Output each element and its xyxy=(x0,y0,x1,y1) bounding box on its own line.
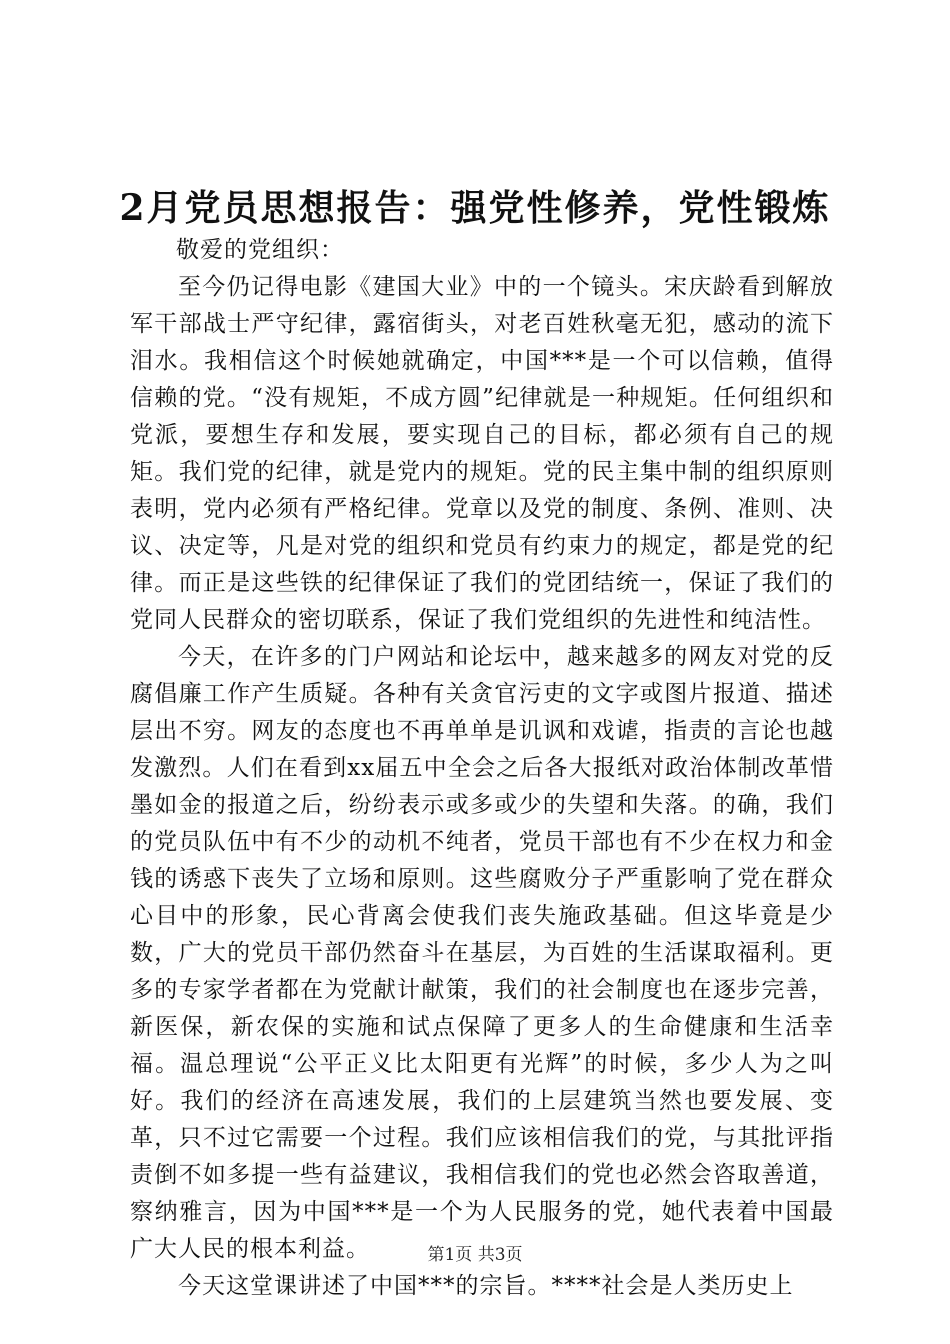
document-body xyxy=(130,232,834,1305)
page-number-footer: 第1页 共3页 xyxy=(427,1245,523,1265)
body-paragraph: 今天，在许多的门户网站和论坛中，越来越多的网友对党的反腐倡廉工作产生质疑。各种有关贪官污吏的文字或图片报道、描述层出不穷。网友的态度也不再单单是讥讽和戏谑，指责的言论也越发激烈。人们在看到xx届五中全会之后各大报纸对政治体制改革惜墨如金的报道之后，纷纷表示或多或少的失望和失落。的确，我们的党员队伍中有不少的动机不纯者，党员干部也有不少在权力和金钱的诱惑下丧失了立场和原则。这些腐败分子严重影响了党在群众心目中的形象，民心背离会使我们丧失施政基础。但这毕竟是少数，广大的党员干部仍然奋斗在基层，为百姓的生活谋取福利。更多的专家学者都在为党献计献策，我们的社会制度也在逐步完善，新医保，新农保的实施和试点保障了更多人的生命健康和生活幸福。温总理说“公平正义比太阳更有光辉”的时候，多少人为之叫好。我们的经济在高速发展，我们的上层建筑当然也要发展、变革，只不过它需要一个过程。我们应该相信我们的党，与其批评指责倒不如多提一些有益建议，我相信我们的党也必然会咨取善道，察纳雅言，因为中国***是一个为人民服务的党，她代表着中国最广大人民的根本利益。 xyxy=(130,644,834,1262)
salutation: 敬爱的党组织： xyxy=(176,237,344,263)
body-paragraph: 至今仍记得电影《建国大业》中的一个镜头。宋庆龄看到解放军干部战士严守纪律，露宿街头，对老百姓秋毫无犯，感动的流下泪水。我相信这个时候她就确定，中国***是一个可以信赖，值得信赖的党。“没有规矩，不成方圆”纪律就是一种规矩。任何组织和党派，要想生存和发展，要实现自己的目标，都必须有自己的规矩。我们党的纪律，就是党内的规矩。党的民主集中制的组织原则表明，党内必须有严格纪律。党章以及党的制度、条例、准则、决议、决定等，凡是对党的组织和党员有约束力的规定，都是党的纪律。而正是这些铁的纪律保证了我们的党团结统一，保证了我们的党同人民群众的密切联系，保证了我们党组织的先进性和纯洁性。 xyxy=(130,274,834,633)
document-title: 2月党员思想报告：强党性修养，党性锻炼 xyxy=(119,187,831,229)
body-paragraph: 今天这堂课讲述了中国***的宗旨。****社会是人类历史上 xyxy=(178,1273,794,1299)
